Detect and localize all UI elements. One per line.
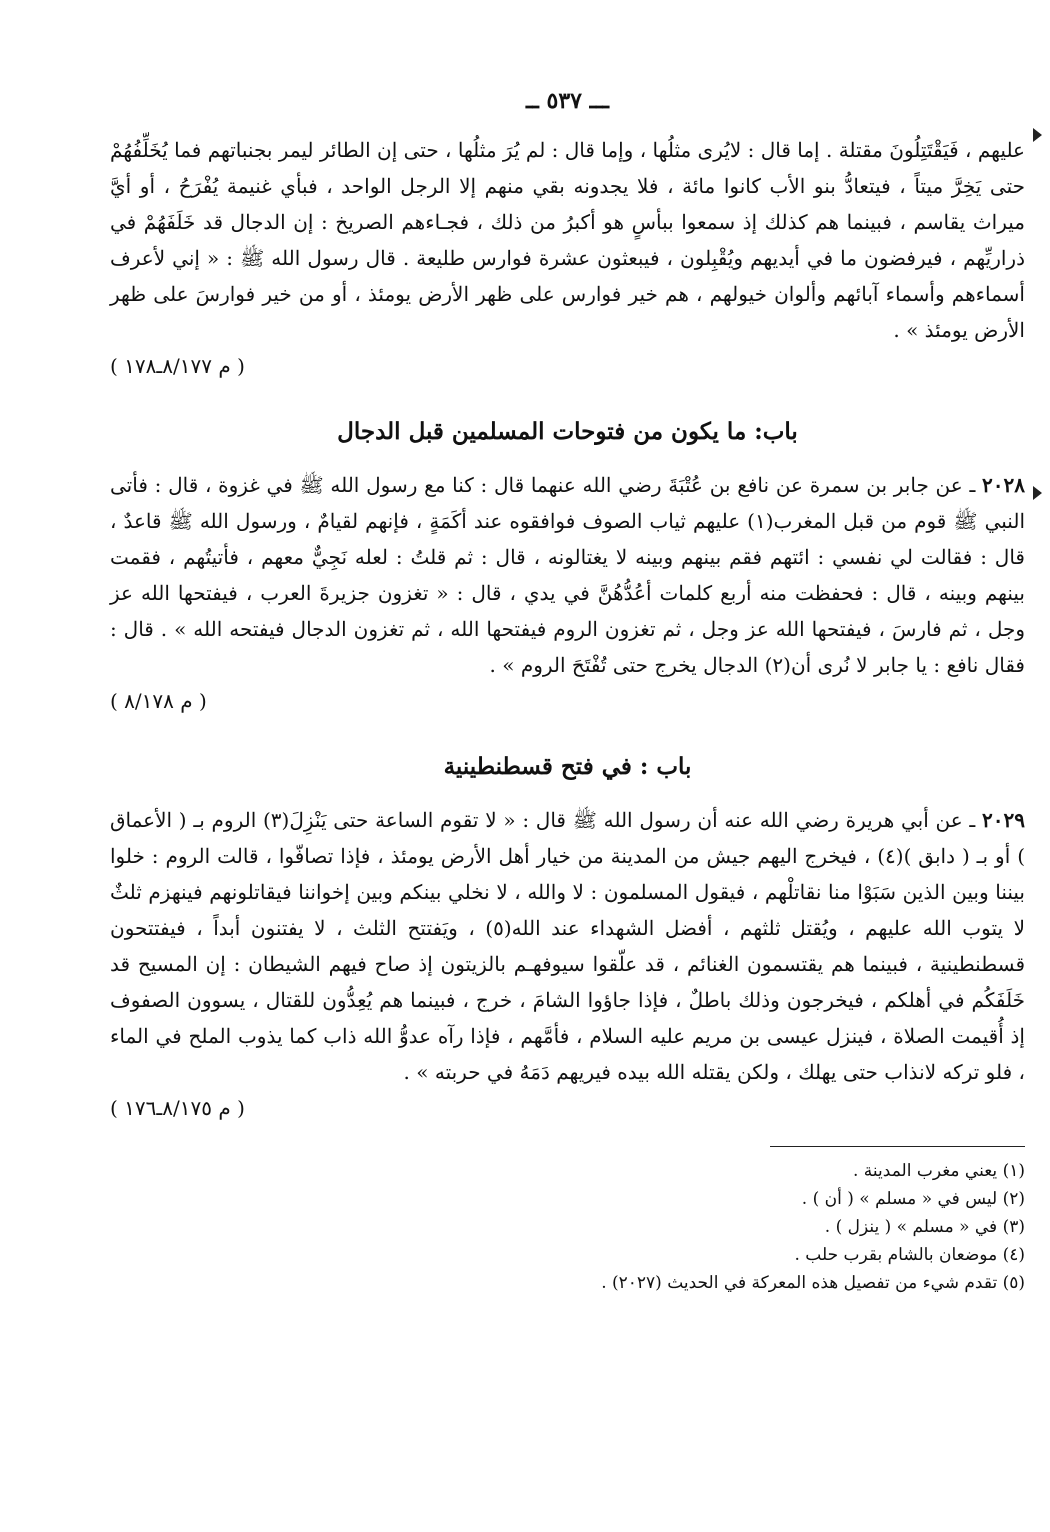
hadith-2028 [110,467,1025,719]
hadith-text: ـ عن أبي هريرة رضي الله عنه أن رسول الله ﷺ قال : « لا تقوم الساعة حتى يَنْزِلَ(٣) الروم بـ ( الأعماق ) أو بـ ( دابق )(٤) ، فيخرج اليهم جيش من المدينة من خيار أهل الأرض يومئذ ، فإذا تصافّوا ، قالت الروم : خلوا بيننا وبين الذين سَبَوْا منا نقاتلْهم ، فيقول المسلمون : لا والله ، لا نخلي بينكم وبين إخواننا فيقاتلونهم فينهزم ثلثٌ لا يتوب الله عليهم ، ويُقتل ثلثهم ، أفضل الشهداء عند الله(٥) ، ويَفتتح الثلث ، لا يفتنون أبداً ، فيفتتحون قسطنطينية ، فبينما هم يقتسمون الغنائم ، قد علّقوا سيوفهـم بالزيتون إذ صاح فيهم الشيطان : إن المسيح قد خَلَفَكُم في أهلكم ، فيخرجون وذلك باطلٌ ، فإذا جاؤوا الشامَ ، خرج ، فبينما هم يُعِدُّون للقتال ، يسوون الصفوف إذ أُقيمت الصلاة ، فينزل عيسى بن مريم عليه السلام ، فأمَّهم ، فإذا رآه عدوُّ الله ذاب كما يذوب الملح في الماء ، فلو تركه لانذاب حتى يهلك ، ولكن يقتله الله بيده فيريهم دَمَهُ في حربته » . [110,808,1025,1084]
margin-mark-middle [1033,486,1042,500]
intro-paragraph [110,132,1025,384]
footnote-1: (١) يعني مغرب المدينة . [853,1161,1025,1181]
hadith-number: ٢٠٢٩ [982,808,1026,832]
footnote-divider [770,1146,1025,1147]
footnotes [110,1157,1025,1297]
intro-text: عليهم ، فَيَقْتَتِلُونَ مقتلة . إما قال : لايُرى مثلُها ، وإما قال : لم يُرَ مثلُها ، حتى إن الطائر ليمر بجنباتهم فما يُخَلِّفُهُمْ حتى يَخِرَّ ميتاً ، فيتعادُّ بنو الأب كانوا مائة ، فلا يجدونه بقي منهم إلا الرجل الواحد ، فبأي غنيمة يُفْرَحُ ، أو أيَّ ميراث يقاسم ، فبينما هم كذلك إذ سمعوا ببأسٍ هو أكبرُ من ذلك ، فجـاءهم الصريخ : إن الدجال قد خَلَفَهُمْ في ذراريِّهم ، فيرفضون ما في أيديهم ويُقْبِلون ، فيبعثون عشرة فوارس طليعة . قال رسول الله ﷺ : « إني لأعرف أسماءهم وأسماء آبائهم وألوان خيولهم ، هم خير فوارس على ظهر الأرض يومئذ ، أو من خير فوارسَ على ظهر الأرض يومئذ » . [110,138,1025,342]
margin-mark-top [1033,128,1042,142]
hadith-2029 [110,802,1025,1126]
page-number: ـــ ٥٣٧ ــ [525,88,609,114]
footnote-4: (٤) موضعان بالشام بقرب حلب . [794,1245,1025,1265]
footnote-2: (٢) ليس في « مسلم » ( أن ) . [801,1189,1025,1209]
hadith-text: ـ عن جابر بن سمرة عن نافع بن عُتْبَةَ رضي الله عنهما قال : كنا مع رسول الله ﷺ في غزوة ، قال : فأتى النبي ﷺ قوم من قبل المغرب(١) عليهم ثياب الصوف فوافقوه عند أكَمَةٍ ، فإنهم لقيامٌ ، ورسول الله ﷺ قاعدٌ ، قال : فقالت لي نفسي : ائتهم فقم بينهم وبينه لا يغتالونه ، قال : ثم قلتُ : لعله نَجِيٌّ معهم ، فأتيتُهم ، فقمت بينهم وبينه ، قال : فحفظت منه أربع كلمات أعُدُّهُنَّ في يدي ، قال : « تغزون جزيرةَ العرب ، فيفتحها الله عز وجل ، ثم فارسَ ، فيفتحها الله عز وجل ، ثم تغزون الروم فيفتحها الله ، ثم تغزون الدجال فيفتحه الله » . قال : فقال نافع : يا جابر لا نُرى أن(٢) الدجال يخرج حتى تُفْتَحَ الروم » . [110,473,1025,677]
intro-reference: ( م ٨/١٧٧ـ١٧٨ ) [110,354,245,378]
hadith-reference: ( م ٨/١٧٨ ) [110,689,207,713]
footnote-3: (٣) في « مسلم » ( ينزل ) . [824,1217,1025,1237]
footnote-5: (٥) تقدم شيء من تفصيل هذه المعركة في الحديث (٢٠٢٧) . [601,1273,1025,1293]
hadith-reference: ( م ٨/١٧٥ـ١٧٦ ) [110,1096,245,1120]
section-heading-conquests: باب: ما يكون من فتوحات المسلمين قبل الدجال [337,418,798,445]
hadith-number: ٢٠٢٨ [982,473,1026,497]
section-heading-constantinople: باب : في فتح قسطنطينية [443,753,692,780]
book-page [110,88,1025,1297]
